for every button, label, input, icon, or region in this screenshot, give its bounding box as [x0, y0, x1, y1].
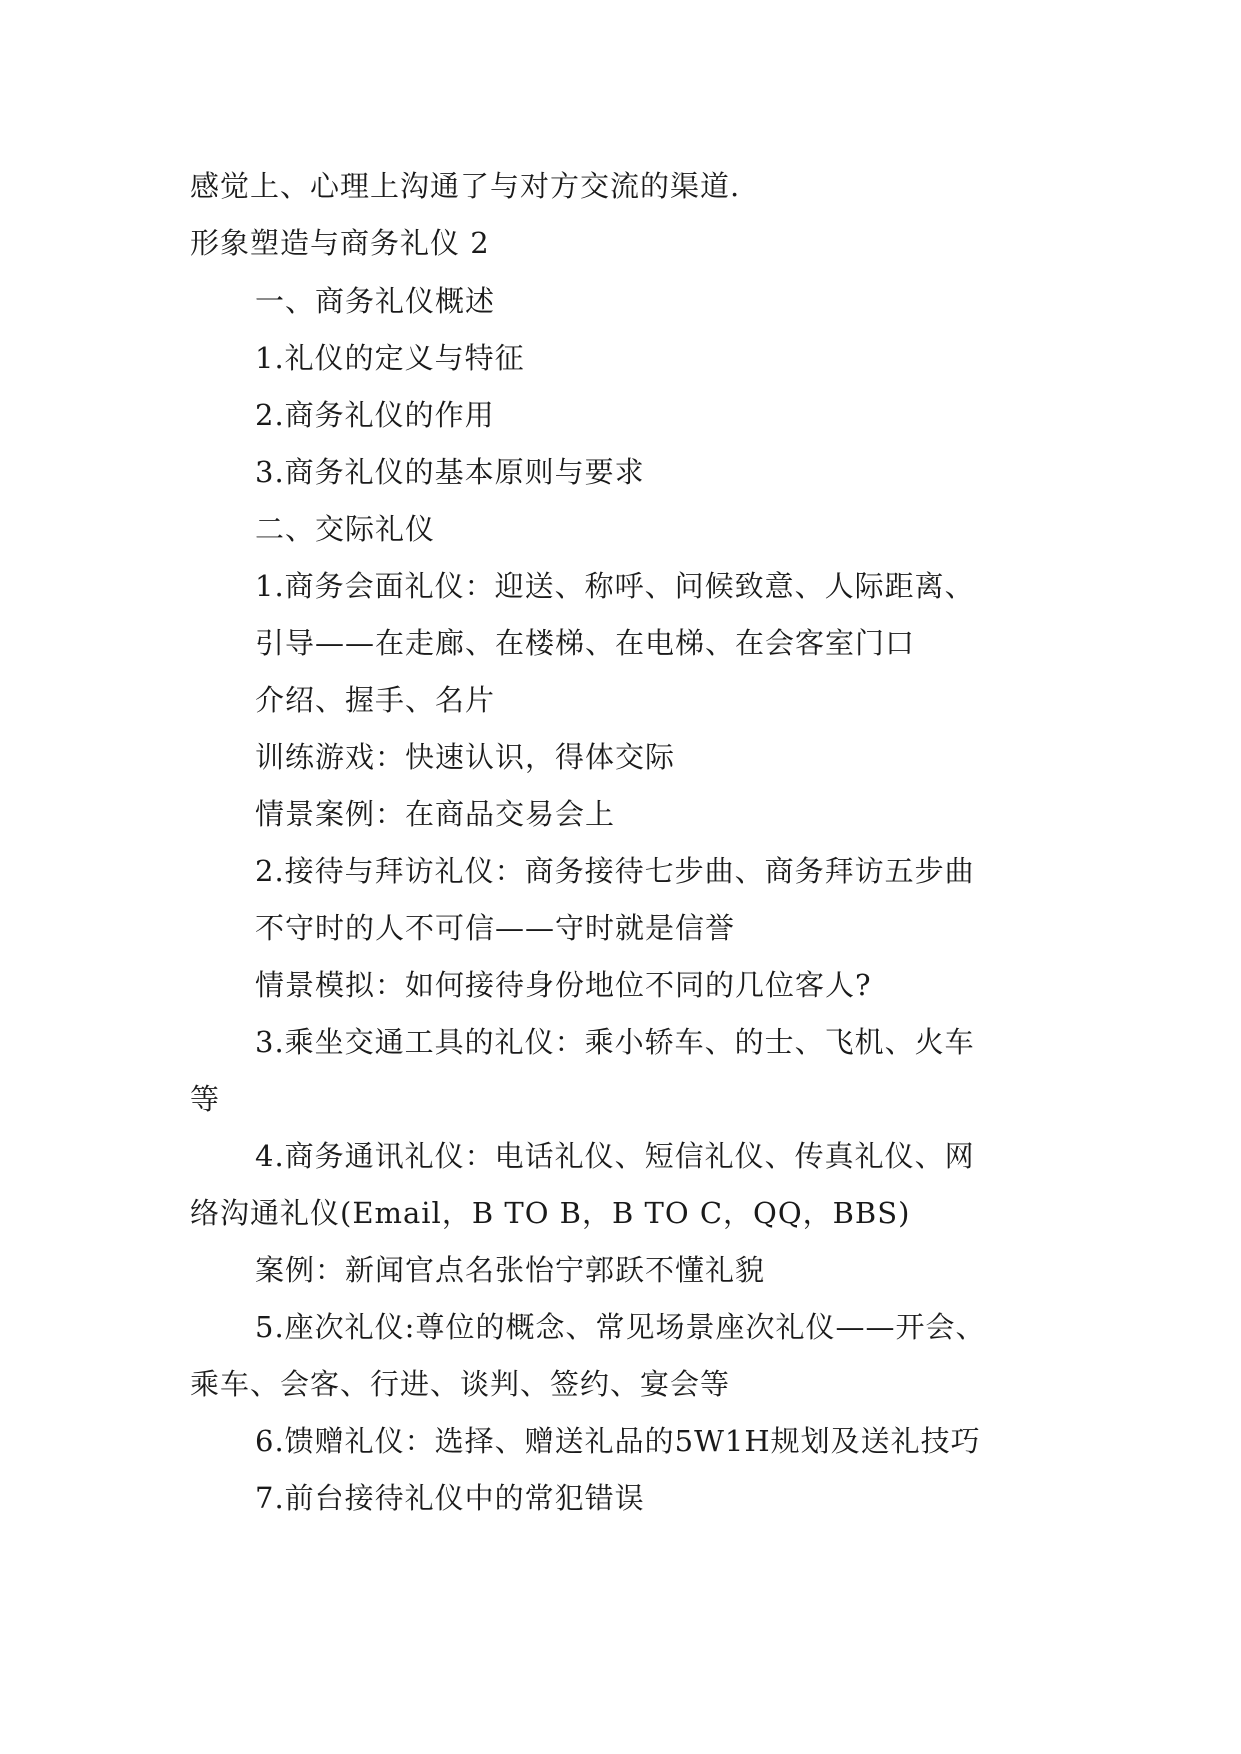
heading-1: 一、商务礼仪概述 — [255, 284, 496, 318]
list-item: 2.商务礼仪的作用 — [255, 398, 495, 432]
section-title: 形象塑造与商务礼仪 2 — [190, 226, 490, 260]
paragraph-line: 训练游戏：快速认识，得体交际 — [255, 740, 676, 774]
paragraph-line: 乘车、会客、行进、谈判、签约、宴会等 — [190, 1367, 731, 1401]
list-item: 1.礼仪的定义与特征 — [255, 341, 525, 375]
list-item: 2.接待与拜访礼仪：商务接待七步曲、商务拜访五步曲 — [255, 854, 975, 888]
list-item: 6.馈赠礼仪：选择、赠送礼品的5W1H规划及送礼技巧 — [255, 1424, 981, 1458]
paragraph-line: 案例：新闻官点名张怡宁郭跃不懂礼貌 — [255, 1253, 766, 1287]
paragraph-line: 引导——在走廊、在楼梯、在电梯、在会客室门口 — [255, 626, 916, 660]
heading-2: 二、交际礼仪 — [255, 512, 436, 546]
list-item: 4.商务通讯礼仪：电话礼仪、短信礼仪、传真礼仪、网 — [255, 1139, 975, 1173]
paragraph-line: 情景模拟：如何接待身份地位不同的几位客人? — [255, 968, 872, 1002]
paragraph-line: 络沟通礼仪(Email，B TO B，B TO C，QQ，BBS) — [190, 1196, 911, 1230]
list-item: 1.商务会面礼仪：迎送、称呼、问候致意、人际距离、 — [255, 569, 975, 603]
list-item: 7.前台接待礼仪中的常犯错误 — [255, 1481, 645, 1515]
paragraph-line: 感觉上、心理上沟通了与对方交流的渠道. — [190, 169, 741, 203]
list-item: 3.商务礼仪的基本原则与要求 — [255, 455, 645, 489]
list-item: 3.乘坐交通工具的礼仪：乘小轿车、的士、飞机、火车 — [255, 1025, 975, 1059]
paragraph-line: 等 — [190, 1082, 221, 1116]
paragraph-line: 情景案例：在商品交易会上 — [255, 797, 616, 831]
list-item: 5.座次礼仪:尊位的概念、常见场景座次礼仪——开会、 — [255, 1310, 986, 1344]
paragraph-line: 介绍、握手、名片 — [255, 683, 496, 717]
paragraph-line: 不守时的人不可信——守时就是信誉 — [255, 911, 736, 945]
